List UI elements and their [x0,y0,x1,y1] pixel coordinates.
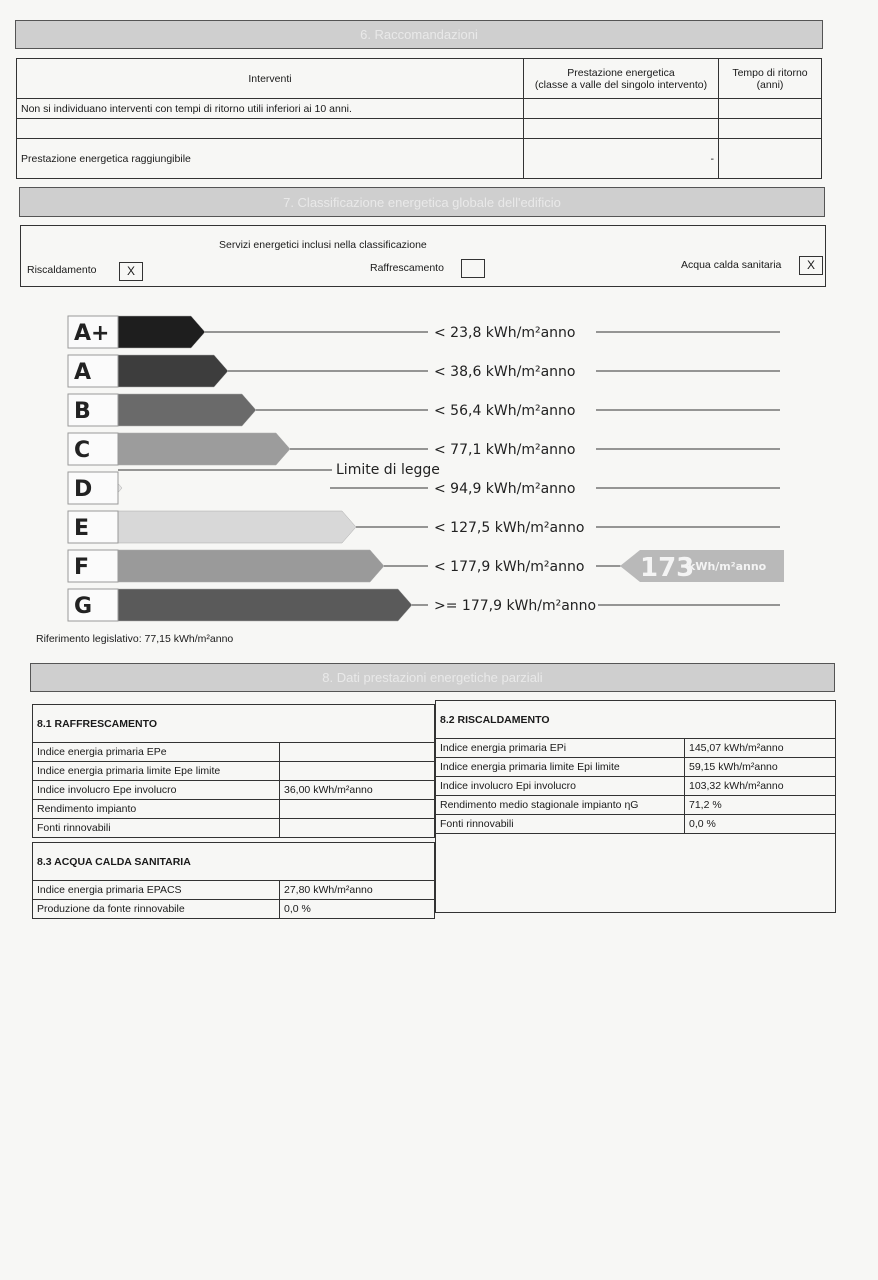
threshold-label: < 77,1 kWh/m²anno [434,442,576,458]
col-prestazione: Prestazione energetica (classe a valle del singolo intervento) [524,59,719,99]
riscaldamento-title: 8.2 RISCALDAMENTO [436,701,836,739]
row-value [280,762,435,781]
row-value: 103,32 kWh/m²anno [685,777,836,796]
class-arrow-F [118,550,384,582]
section-6-title: 6. Raccomandazioni [360,27,478,42]
row-value [280,800,435,819]
row-value: 36,00 kWh/m²anno [280,781,435,800]
indicator-unit: kWh/m²anno [688,560,767,573]
row-value [280,743,435,762]
intervento-row-1: Non si individuano interventi con tempi di ritorno utili inferiori ai 10 anni. [17,99,524,119]
row-label: Indice energia primaria limite Epi limite [436,758,685,777]
riscaldamento-label: Riscaldamento [27,264,97,276]
servizi-title: Servizi energetici inclusi nella classificazione [219,239,427,251]
row-value: 27,80 kWh/m²anno [280,881,435,900]
row-label: Indice energia primaria EPACS [33,881,280,900]
threshold-label: < 177,9 kWh/m²anno [434,559,585,575]
row-label: Rendimento medio stagionale impianto ηG [436,796,685,815]
row-value: 71,2 % [685,796,836,815]
row-label: Indice energia primaria limite Epe limite [33,762,280,781]
recommendations-table [16,58,822,179]
row-label: Fonti rinnovabili [436,815,685,834]
raffrescamento-checkbox[interactable] [461,259,485,278]
class-label: A+ [74,321,110,346]
class-label: B [74,399,91,424]
acs-table [32,842,435,919]
table-row [33,900,435,919]
riscaldamento-table [435,700,836,834]
table-row [33,743,435,762]
class-arrow-A+ [118,316,205,348]
threshold-label: < 94,9 kWh/m²anno [434,481,576,497]
threshold-label: < 23,8 kWh/m²anno [434,325,576,341]
row-value: 59,15 kWh/m²anno [685,758,836,777]
raffrescamento-title: 8.1 RAFFRESCAMENTO [33,705,435,743]
section-8-header [30,663,835,692]
riferimento-legislativo: Riferimento legislativo: 77,15 kWh/m²anno [36,633,234,645]
table-row [436,815,836,834]
acs-label: Acqua calda sanitaria [681,259,782,271]
row-label: Produzione da fonte rinnovabile [33,900,280,919]
class-label: G [74,594,93,619]
raffrescamento-label: Raffrescamento [370,262,444,274]
class-arrow-C [118,433,290,465]
table-row [33,800,435,819]
class-label: E [74,516,90,541]
row-label: Fonti rinnovabili [33,819,280,838]
prestazione-raggiungibile-label: Prestazione energetica raggiungibile [17,139,524,179]
acs-title: 8.3 ACQUA CALDA SANITARIA [33,843,435,881]
section-8-title: 8. Dati prestazioni energetiche parziali [322,670,543,685]
servizi-box [20,225,826,287]
table-row [33,762,435,781]
class-label: D [74,477,93,502]
class-arrow-A [118,355,228,387]
energy-scale-chart [0,300,878,630]
row-label: Indice involucro Epe involucro [33,781,280,800]
section-7-title: 7. Classificazione energetica globale dell'edificio [283,194,561,210]
class-label: C [74,438,91,463]
threshold-label: < 38,6 kWh/m²anno [434,364,576,380]
threshold-label: < 56,4 kWh/m²anno [434,403,576,419]
indicator-value: 173 [640,553,695,583]
threshold-label: < 127,5 kWh/m²anno [434,520,585,536]
section-7-header [19,187,825,217]
table-row [33,881,435,900]
row-value [280,819,435,838]
class-arrow-G [118,589,412,621]
col-interventi: Interventi [17,59,524,99]
class-arrow-E [118,511,356,543]
row-value: 0,0 % [685,815,836,834]
acs-checkbox[interactable]: X [799,256,823,275]
limite-label: Limite di legge [336,462,440,478]
class-arrow-B [118,394,256,426]
prestazione-raggiungibile-value: - [524,139,719,179]
table-row [436,758,836,777]
table-row [33,819,435,838]
table-row [33,781,435,800]
row-label: Indice involucro Epi involucro [436,777,685,796]
section-6-header [15,20,823,49]
raffrescamento-table [32,704,435,838]
row-value: 0,0 % [280,900,435,919]
threshold-label: >= 177,9 kWh/m²anno [434,598,597,614]
table-row [436,739,836,758]
class-label: A [74,360,92,385]
table-row [436,796,836,815]
table-row [436,777,836,796]
col-tempo-ritorno: Tempo di ritorno (anni) [719,59,822,99]
class-label: F [74,555,90,580]
riscaldamento-checkbox[interactable]: X [119,262,143,281]
row-label: Indice energia primaria EPe [33,743,280,762]
row-label: Indice energia primaria EPi [436,739,685,758]
row-value: 145,07 kWh/m²anno [685,739,836,758]
row-label: Rendimento impianto [33,800,280,819]
